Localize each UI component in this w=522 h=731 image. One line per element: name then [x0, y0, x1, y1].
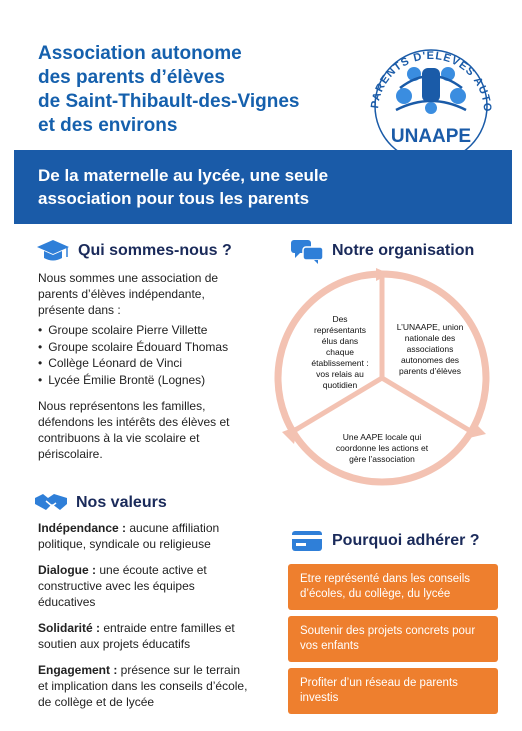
section-title: Nos valeurs — [76, 494, 167, 511]
section-valeurs-title — [34, 490, 167, 516]
graduation-cap-icon — [36, 238, 70, 264]
title-line: et des environs — [38, 115, 178, 136]
valeur-text: une écoute active et constructive avec les équipes éducatives — [38, 563, 207, 609]
valeur-item — [38, 562, 253, 610]
valeur-item — [38, 620, 253, 652]
tagline-banner — [14, 150, 512, 224]
logo-acronym: UNAAPE — [390, 126, 472, 147]
handshake-icon — [34, 490, 68, 516]
valeur-text: aucune affiliation politique, syndicale ou religieuse — [38, 521, 220, 551]
banner-line: De la maternelle au lycée, une seule — [38, 166, 329, 185]
schools-list — [38, 322, 268, 388]
list-item: • Groupe scolaire Pierre Villette — [38, 322, 268, 339]
title-line: des parents d’élèves — [38, 67, 225, 88]
section-title: Pourquoi adhérer ? — [332, 532, 480, 549]
title-line: de Saint-Thibault-des-Vignes — [38, 91, 300, 112]
valeur-label: Engagement : — [38, 663, 118, 677]
section-qui-title — [36, 238, 232, 264]
valeur-text: entraide entre familles et soutien aux projets éducatifs — [38, 621, 235, 651]
valeur-item — [38, 520, 253, 552]
qui-intro: Nous sommes une association de parents d’élèves indépendante, présente dans : — [38, 271, 219, 317]
qui-outro: Nous représentons les familles, défendons les intérêts des élèves et contribuons à la vie scolaire et périscolaire. — [38, 399, 230, 461]
logo-arc-text: PARENTS D'ELEVES AUTO — [369, 49, 494, 113]
valeur-label: Dialogue : — [38, 563, 97, 577]
title-line: Association autonome — [38, 43, 242, 64]
cycle-right-text: L’UNAAPE, union nationale des associations autonomes des parents d’élèves — [396, 322, 464, 376]
cycle-left-text: Des représentants élus dans chaque établissement : vos relais au quotidien — [311, 314, 369, 390]
valeur-label: Solidarité : — [38, 621, 101, 635]
adherer-item: Profiter d’un réseau de parents investis — [288, 668, 498, 714]
adherer-item: Soutenir des projets concrets pour vos enfants — [288, 616, 498, 662]
list-item: • Groupe scolaire Édouard Thomas — [38, 339, 268, 356]
banner-line: association pour tous les parents — [38, 189, 310, 208]
section-organisation-title — [290, 238, 474, 264]
organisation-cycle-diagram — [264, 262, 504, 494]
section-title: Qui sommes-nous ? — [78, 242, 232, 259]
chat-bubbles-icon — [290, 238, 324, 264]
adherer-item: Etre représenté dans les conseils d’écoles, du collège, du lycée — [288, 564, 498, 610]
valeur-text: présence sur le terrain et implication dans les conseils d’école, de collège et de lycée — [38, 663, 248, 709]
card-icon — [290, 528, 324, 554]
valeur-item — [38, 662, 253, 710]
list-item: • Lycée Émilie Brontë (Lognes) — [38, 372, 268, 389]
list-item: • Collège Léonard de Vinci — [38, 355, 268, 372]
valeur-label: Indépendance : — [38, 521, 127, 535]
section-title: Notre organisation — [332, 242, 475, 259]
section-adherer-title — [290, 528, 480, 554]
unaape-logo — [356, 34, 506, 164]
cycle-bottom-text: Une AAPE locale qui coordonne les actions et gère l’association — [335, 432, 429, 464]
association-title — [38, 42, 338, 138]
